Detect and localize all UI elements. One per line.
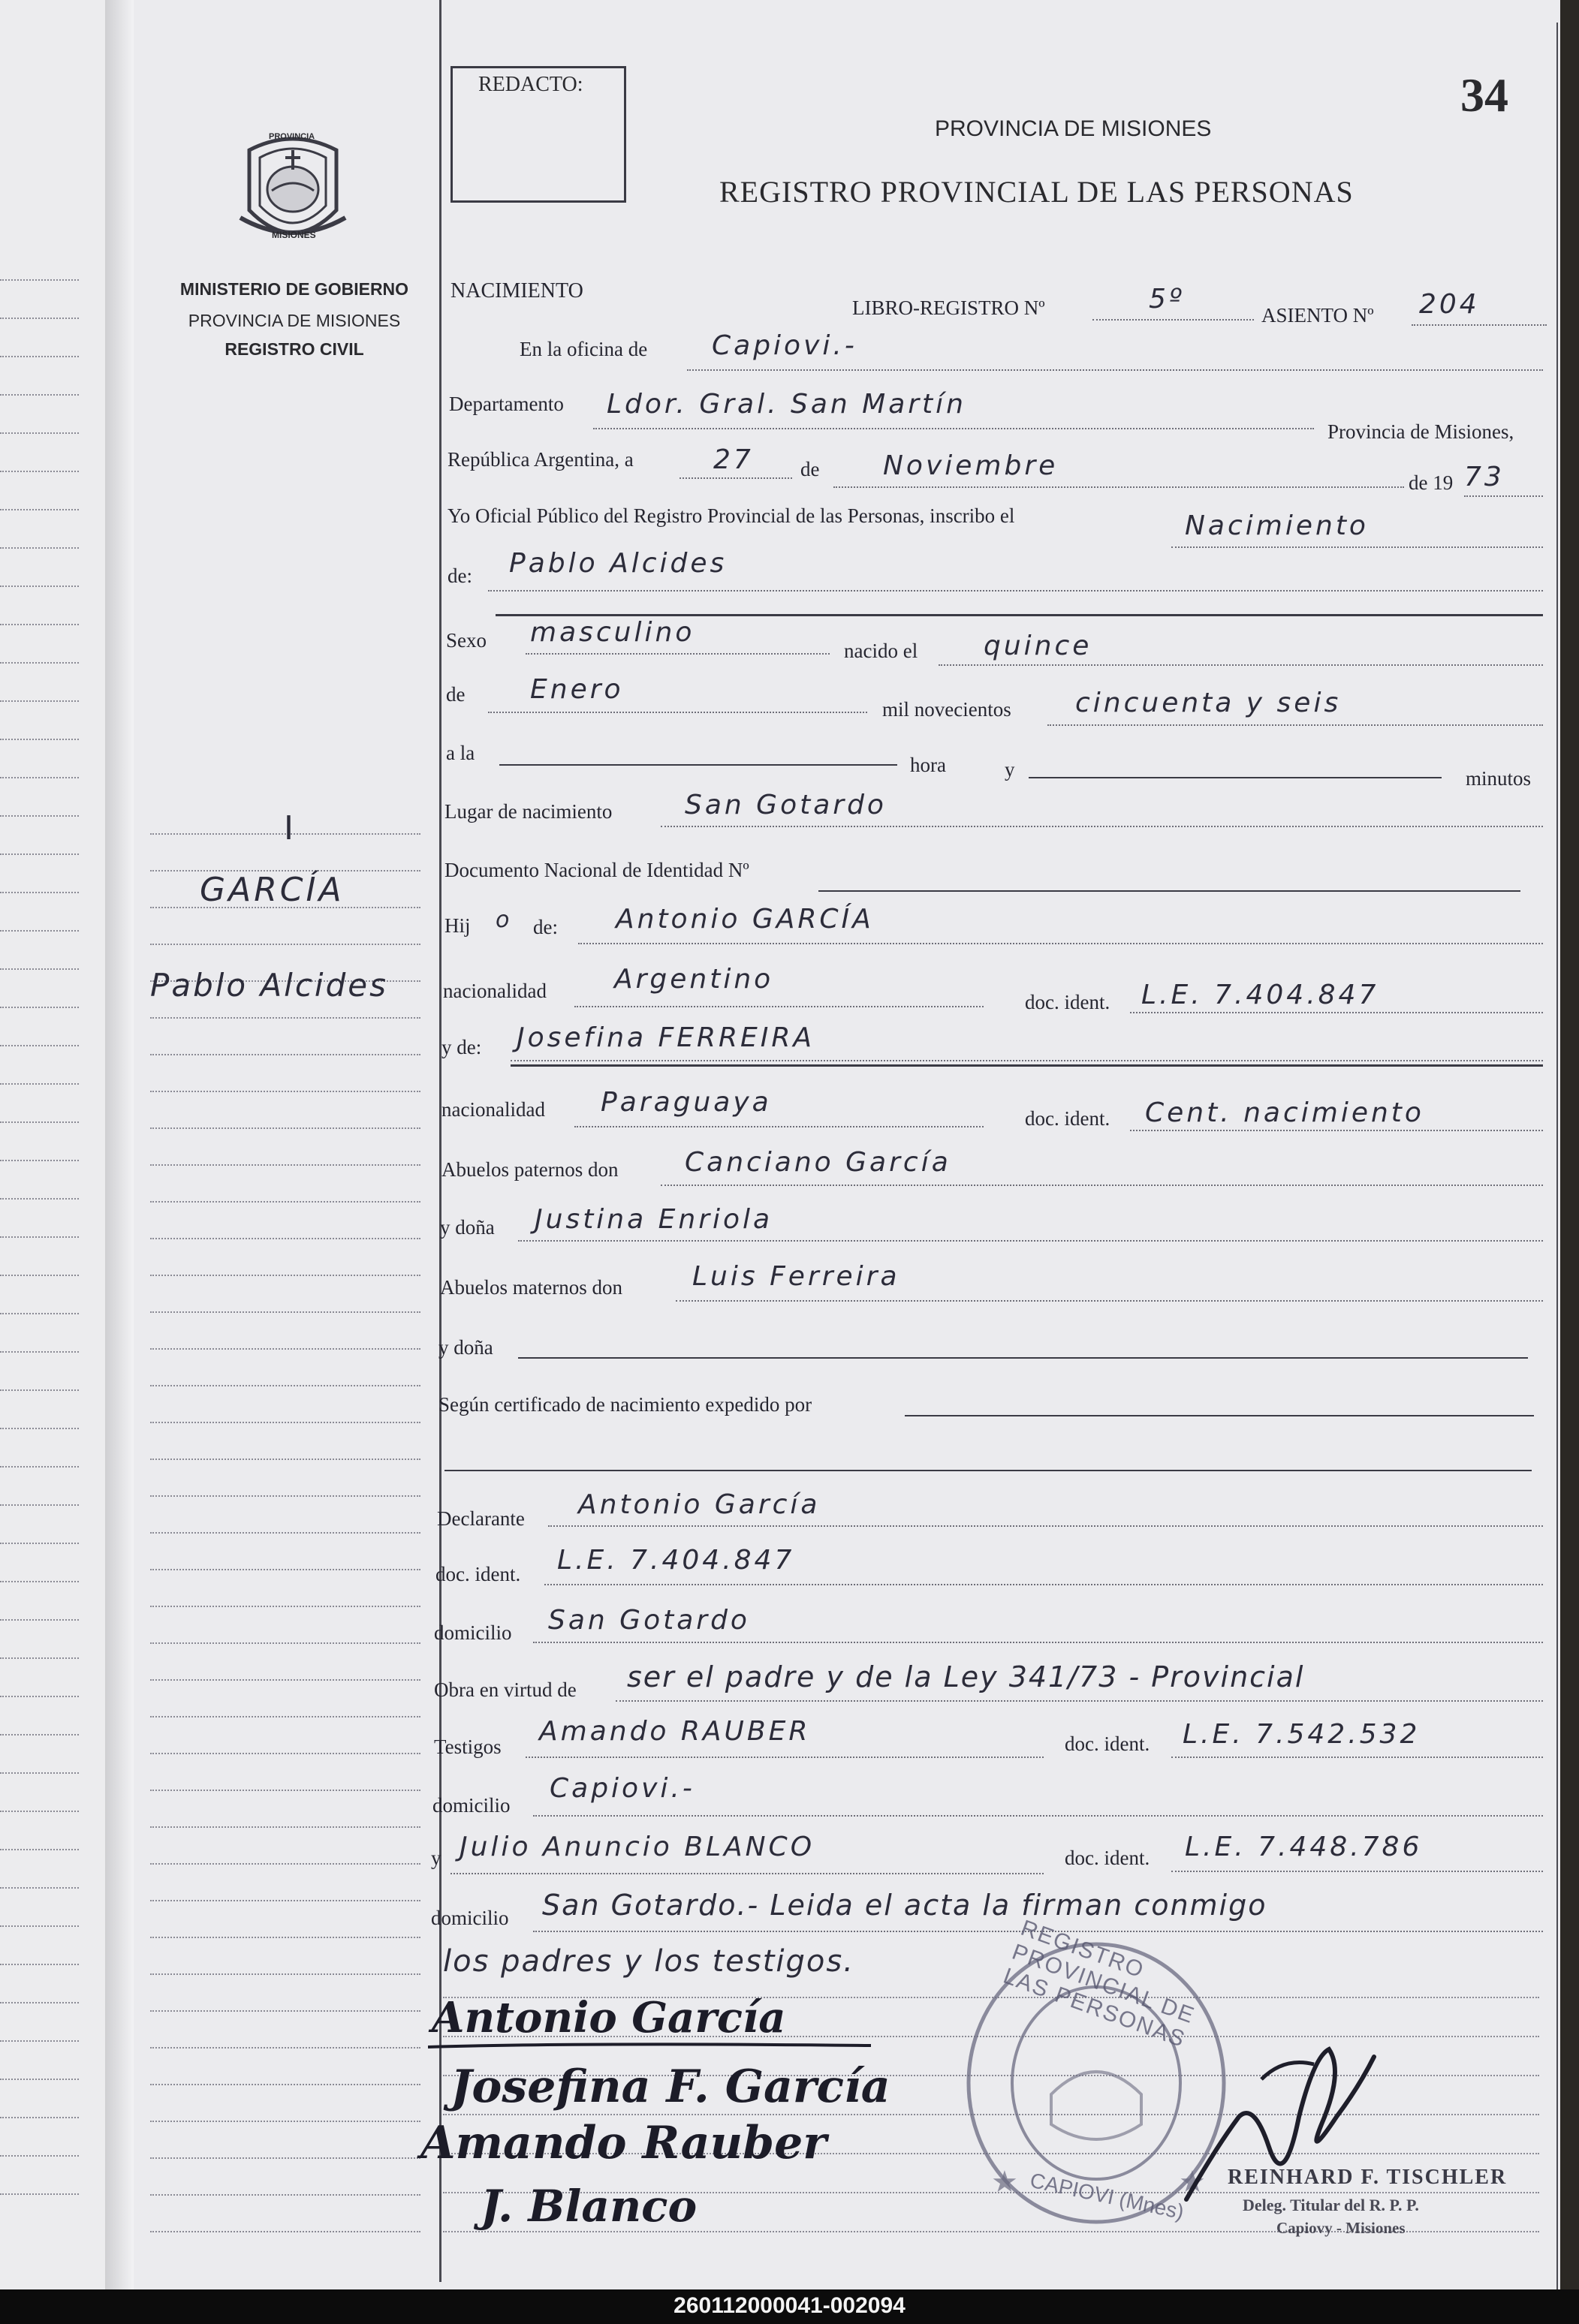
testigos-label: Testigos <box>434 1735 502 1758</box>
left-page-rule <box>0 1007 79 1008</box>
madre-nacionalidad-value: Paraguaya <box>601 1087 772 1118</box>
abuela-pat-line <box>518 1240 1543 1242</box>
asiento-label: ASIENTO Nº <box>1261 304 1374 327</box>
inscribo-value: Nacimiento <box>1185 510 1369 541</box>
left-page-rule <box>0 1581 79 1582</box>
asiento-value: 204 <box>1419 289 1480 320</box>
declarante-doc-value: L.E. 7.404.847 <box>557 1545 795 1576</box>
sidebar-rule <box>150 2231 420 2232</box>
sexo-value: masculino <box>530 617 695 648</box>
madre-nac-line <box>574 1126 984 1127</box>
sidebar-rule <box>150 2084 420 2085</box>
yo-oficial-text: Yo Oficial Público del Registro Provincial de las Personas, inscribo el <box>447 504 1015 527</box>
y-dona-mat-label: y doña <box>438 1336 493 1359</box>
madre-line <box>511 1060 1543 1061</box>
sexo-line <box>526 653 830 655</box>
hijo-suffix: o <box>496 907 513 933</box>
republica-label: República Argentina, a <box>447 448 634 471</box>
sidebar-rule <box>150 1900 420 1901</box>
left-page-rule <box>0 1925 79 1927</box>
registry-title: REGISTRO PROVINCIAL DE LAS PERSONAS <box>719 175 1354 209</box>
sidebar-divider <box>439 0 441 2282</box>
testigo2-prefix: y <box>431 1847 441 1869</box>
abuelo-mat-value: Luis Ferreira <box>692 1261 900 1292</box>
left-page-rule <box>0 1811 79 1812</box>
declarante-line <box>548 1525 1543 1527</box>
sidebar-rule <box>150 2010 420 2012</box>
sidebar-rule <box>150 1937 420 1938</box>
left-page-rule <box>0 279 79 281</box>
padre-nac-line <box>574 1006 984 1007</box>
madre-doc-line <box>1130 1130 1543 1131</box>
padre-doc-line <box>1130 1012 1543 1013</box>
left-page-rule <box>0 777 79 778</box>
sidebar-rule <box>150 2157 420 2159</box>
sidebar-rule <box>150 1495 420 1497</box>
madre-doc-label: doc. ident. <box>1025 1107 1110 1130</box>
testigo1-dom-label: domicilio <box>432 1794 511 1817</box>
madre-underline <box>511 1064 1543 1067</box>
sidebar-rule <box>150 1422 420 1423</box>
ministry-line1: MINISTERIO DE GOBIERNO <box>179 279 409 299</box>
y-dona-pat-label: y doña <box>440 1216 495 1239</box>
padre-nacionalidad-value: Argentino <box>614 964 774 995</box>
province-seal <box>234 128 351 251</box>
inscribo-line <box>1171 546 1543 548</box>
abuela-pat-value: Justina Enriola <box>535 1204 773 1235</box>
dni-line <box>818 890 1520 892</box>
page-number: 34 <box>1460 68 1508 122</box>
sidebar-rule <box>150 1790 420 1791</box>
left-page-rule <box>0 1045 79 1046</box>
left-page-rule <box>0 1466 79 1468</box>
province-heading: PROVINCIA DE MISIONES <box>935 116 1212 141</box>
obra-label: Obra en virtud de <box>434 1678 577 1701</box>
sidebar-rule <box>150 1017 420 1019</box>
signature-mother: Josefina F. García <box>450 2061 890 2113</box>
de-persona-label: de: <box>447 564 472 587</box>
redacto-label: REDACTO: <box>478 73 583 96</box>
signer-place: Capiovy - Misiones <box>1276 2219 1406 2237</box>
svg-text:★: ★ <box>991 2165 1018 2199</box>
left-page-rule <box>0 1657 79 1659</box>
sidebar-rule <box>150 1201 420 1203</box>
anio-nac-line <box>1047 724 1543 726</box>
padre-line <box>578 943 1543 944</box>
sidebar-rule <box>150 1569 420 1570</box>
a-la-label: a la <box>446 742 475 764</box>
left-page-rule <box>0 586 79 587</box>
departamento-label: Departamento <box>449 393 564 415</box>
asiento-line <box>1412 324 1547 326</box>
left-page-rule <box>0 471 79 472</box>
testigo2-doc-label: doc. ident. <box>1065 1847 1150 1869</box>
sidebar-rule <box>150 2121 420 2122</box>
sidebar-rule <box>150 1459 420 1460</box>
left-page-rule <box>0 1121 79 1123</box>
left-page-rule <box>0 432 79 434</box>
minutos-line <box>1029 777 1442 778</box>
provincia-suffix: Provincia de Misiones, <box>1327 420 1514 443</box>
libro-label: LIBRO-REGISTRO Nº <box>852 297 1045 319</box>
testigo1-line <box>526 1757 1044 1758</box>
lugar-line <box>661 826 1543 827</box>
left-page-rule <box>0 1351 79 1353</box>
sidebar-rule <box>150 1385 420 1386</box>
minutos-label: minutos <box>1466 767 1532 790</box>
madre-doc-value: Cent. nacimiento <box>1145 1097 1424 1128</box>
closing-text: los padres y los testigos. <box>443 1944 854 1979</box>
persona-underline <box>496 614 1543 616</box>
ministry-line2: PROVINCIA DE MISIONES <box>188 311 401 330</box>
left-page-rule <box>0 2155 79 2157</box>
left-page-rule <box>0 509 79 510</box>
y-label: y <box>1005 758 1015 781</box>
signature-witness1: Amando Rauber <box>420 2117 827 2169</box>
hora-label: hora <box>910 754 946 776</box>
segun-label: Según certificado de nacimiento expedido por <box>438 1393 812 1416</box>
sidebar-rule <box>150 1716 420 1717</box>
index-surname: GARCÍA <box>200 871 345 909</box>
hora-line <box>499 764 897 766</box>
left-page-rule <box>0 356 79 357</box>
left-page-rule <box>0 1160 79 1161</box>
left-page-rule <box>0 700 79 702</box>
left-page <box>0 0 105 2289</box>
abuelos-mat-label: Abuelos maternos don <box>440 1276 622 1299</box>
oficina-label: En la oficina de <box>520 338 648 360</box>
hijo-label: Hij <box>444 914 471 937</box>
left-page-rule <box>0 1389 79 1391</box>
left-page-rule <box>0 1849 79 1850</box>
testigo1-doc-value: L.E. 7.542.532 <box>1183 1719 1421 1750</box>
testigo1-doc-label: doc. ident. <box>1065 1732 1150 1755</box>
seal-bottom-text: MISIONES <box>272 230 316 240</box>
signature-witness2: J. Blanco <box>481 2181 698 2232</box>
signature-father: Antonio García <box>432 1993 786 2043</box>
left-page-rule <box>0 624 79 625</box>
sidebar-rule <box>150 1642 420 1644</box>
declarante-label: Declarante <box>437 1507 525 1530</box>
left-page-rule <box>0 2040 79 2042</box>
mil-label: mil novecientos <box>882 698 1011 721</box>
sidebar-rule <box>150 1348 420 1350</box>
left-page-rule <box>0 1275 79 1276</box>
testigo1-doc-line <box>1171 1757 1543 1758</box>
svg-text:★: ★ <box>1179 2165 1206 2199</box>
left-page-rule <box>0 1734 79 1735</box>
madre-nacionalidad-label: nacionalidad <box>441 1098 545 1121</box>
de-label: de <box>800 458 820 480</box>
left-page-rule <box>0 1313 79 1314</box>
left-page-rule <box>0 2193 79 2195</box>
padre-doc-label: doc. ident. <box>1025 991 1110 1013</box>
sidebar-rule <box>150 1826 420 1828</box>
anio-value: 73 <box>1464 462 1505 492</box>
padre-nacionalidad-label: nacionalidad <box>443 980 547 1002</box>
left-page-rule <box>0 1772 79 1774</box>
testigo2-line <box>450 1873 1044 1874</box>
libro-line <box>1092 319 1254 321</box>
abuelo-pat-line <box>661 1185 1543 1186</box>
madre-value: Josefina FERREIRA <box>517 1022 815 1053</box>
left-page-rule <box>0 662 79 664</box>
oficina-value: Capiovi.- <box>712 330 857 361</box>
sidebar-rule <box>150 944 420 945</box>
left-page-rule <box>0 853 79 855</box>
left-page-rule <box>0 739 79 740</box>
testigo1-value: Amando RAUBER <box>539 1716 811 1747</box>
sidebar-rule <box>150 1863 420 1865</box>
obra-value: ser el padre y de la Ley 341/73 - Provincial <box>627 1660 1305 1693</box>
padre-doc-value: L.E. 7.404.847 <box>1141 980 1379 1010</box>
testigo1-dom-value: Capiovi.- <box>550 1773 695 1804</box>
ministry-line3: REGISTRO CIVIL <box>224 339 364 359</box>
signer-name: REINHARD F. TISCHLER <box>1228 2166 1508 2189</box>
sidebar-rule <box>150 1679 420 1681</box>
declarante-doc-line <box>544 1584 1543 1585</box>
left-page-rule <box>0 2079 79 2080</box>
nacido-line <box>939 664 1543 666</box>
sidebar-rule <box>150 1054 420 1055</box>
left-page-rule <box>0 892 79 893</box>
index-mark: I <box>284 809 297 847</box>
left-page-rule <box>0 1543 79 1544</box>
sidebar-rule <box>150 1606 420 1607</box>
obra-line <box>616 1700 1543 1702</box>
lugar-value: San Gotardo <box>685 790 887 820</box>
act-type: NACIMIENTO <box>450 279 583 303</box>
testigo2-value: Julio Anuncio BLANCO <box>460 1832 815 1862</box>
signer-title: Deleg. Titular del R. P. P. <box>1243 2196 1419 2214</box>
persona-value: Pablo Alcides <box>509 548 728 579</box>
left-page-rule <box>0 2002 79 2003</box>
segun-line-2 <box>444 1470 1532 1471</box>
mes-nac-label: de <box>446 683 466 706</box>
dni-label: Documento Nacional de Identidad Nº <box>444 859 749 881</box>
anio-nac-value: cincuenta y seis <box>1075 688 1342 718</box>
sidebar-rule <box>150 1091 420 1092</box>
left-page-rule <box>0 547 79 549</box>
departamento-line <box>593 428 1314 429</box>
departamento-value: Ldor. Gral. San Martín <box>607 389 966 420</box>
sexo-label: Sexo <box>446 629 487 652</box>
testigo2-dom-label: domicilio <box>431 1907 509 1929</box>
left-page-rule <box>0 1964 79 1965</box>
declarante-value: Antonio García <box>578 1489 821 1520</box>
testigo2-doc-value: L.E. 7.448.786 <box>1185 1832 1423 1862</box>
mes-value: Noviembre <box>883 450 1059 481</box>
dia-line <box>680 477 792 479</box>
declarante-dom-line <box>533 1642 1543 1643</box>
sidebar-rule <box>150 1275 420 1276</box>
abuelo-mat-line <box>676 1300 1543 1302</box>
right-border <box>1556 23 1558 2289</box>
mes-line <box>833 486 1404 488</box>
redacto-box <box>450 66 626 203</box>
left-page-rule <box>0 394 79 396</box>
sidebar-rule <box>150 2194 420 2196</box>
abuelo-pat-value: Canciano García <box>685 1147 951 1178</box>
sidebar-rule <box>150 1164 420 1166</box>
segun-line <box>905 1415 1534 1416</box>
stamp-ring-text: REGISTRO PROVINCIAL DE LAS PERSONAS <box>999 1915 1199 2053</box>
sidebar-rule <box>150 1753 420 1754</box>
mes-nac-line <box>488 712 867 713</box>
testigo2-dom-value: San Gotardo.- Leida el acta la firman conmigo <box>542 1889 1267 1922</box>
declarante-dom-value: San Gotardo <box>548 1605 750 1636</box>
left-page-rule <box>0 1083 79 1085</box>
left-page-rule <box>0 1619 79 1621</box>
signature-father-underline <box>428 2040 878 2045</box>
image-caption: 260112000041-002094 <box>673 2293 906 2318</box>
left-page-rule <box>0 815 79 817</box>
left-page-rule <box>0 1504 79 1506</box>
testigo1-dom-line <box>533 1815 1543 1817</box>
testigo2-doc-line <box>1171 1871 1543 1872</box>
index-names: Pablo Alcides <box>150 967 388 1004</box>
left-page-rule <box>0 968 79 970</box>
declarante-dom-label: domicilio <box>434 1621 512 1644</box>
sidebar-rule <box>150 1311 420 1313</box>
declarante-doc-label: doc. ident. <box>435 1563 521 1585</box>
sidebar-rule <box>150 1973 420 1975</box>
left-page-rule <box>0 1696 79 1697</box>
sidebar-rule <box>150 1532 420 1534</box>
left-page-rule <box>0 1236 79 1238</box>
sidebar-rule <box>150 1238 420 1239</box>
dia-value: 27 <box>713 444 754 475</box>
seal-top-text: PROVINCIA <box>269 132 315 141</box>
abuelos-pat-label: Abuelos paternos don <box>441 1158 619 1181</box>
lugar-label: Lugar de nacimiento <box>444 800 613 823</box>
anio-label: de 19 <box>1409 471 1454 494</box>
left-page-rule <box>0 1887 79 1889</box>
libro-value: 5º <box>1149 284 1185 315</box>
left-page-rule <box>0 1428 79 1429</box>
left-page-rule <box>0 2117 79 2118</box>
left-page-rule <box>0 930 79 932</box>
oficina-line <box>687 369 1543 371</box>
sidebar-rule <box>150 1127 420 1129</box>
left-page-rule <box>0 1198 79 1200</box>
abuela-mat-line <box>518 1357 1528 1359</box>
persona-line <box>488 590 1543 592</box>
stamp-bottom-text: CAPIOVI (Mnes) <box>1028 2168 1186 2224</box>
mes-nac-value: Enero <box>530 674 624 705</box>
left-page-rule <box>0 318 79 319</box>
y-de-label: y de: <box>441 1036 482 1058</box>
binding-gutter <box>105 0 134 2289</box>
nacido-label: nacido el <box>844 640 918 662</box>
padre-value: Antonio GARCÍA <box>616 904 874 935</box>
nacido-value: quince <box>984 631 1092 661</box>
anio-line <box>1464 495 1543 497</box>
sidebar-rule <box>150 2047 420 2049</box>
hijo-de-label: de: <box>533 916 558 938</box>
